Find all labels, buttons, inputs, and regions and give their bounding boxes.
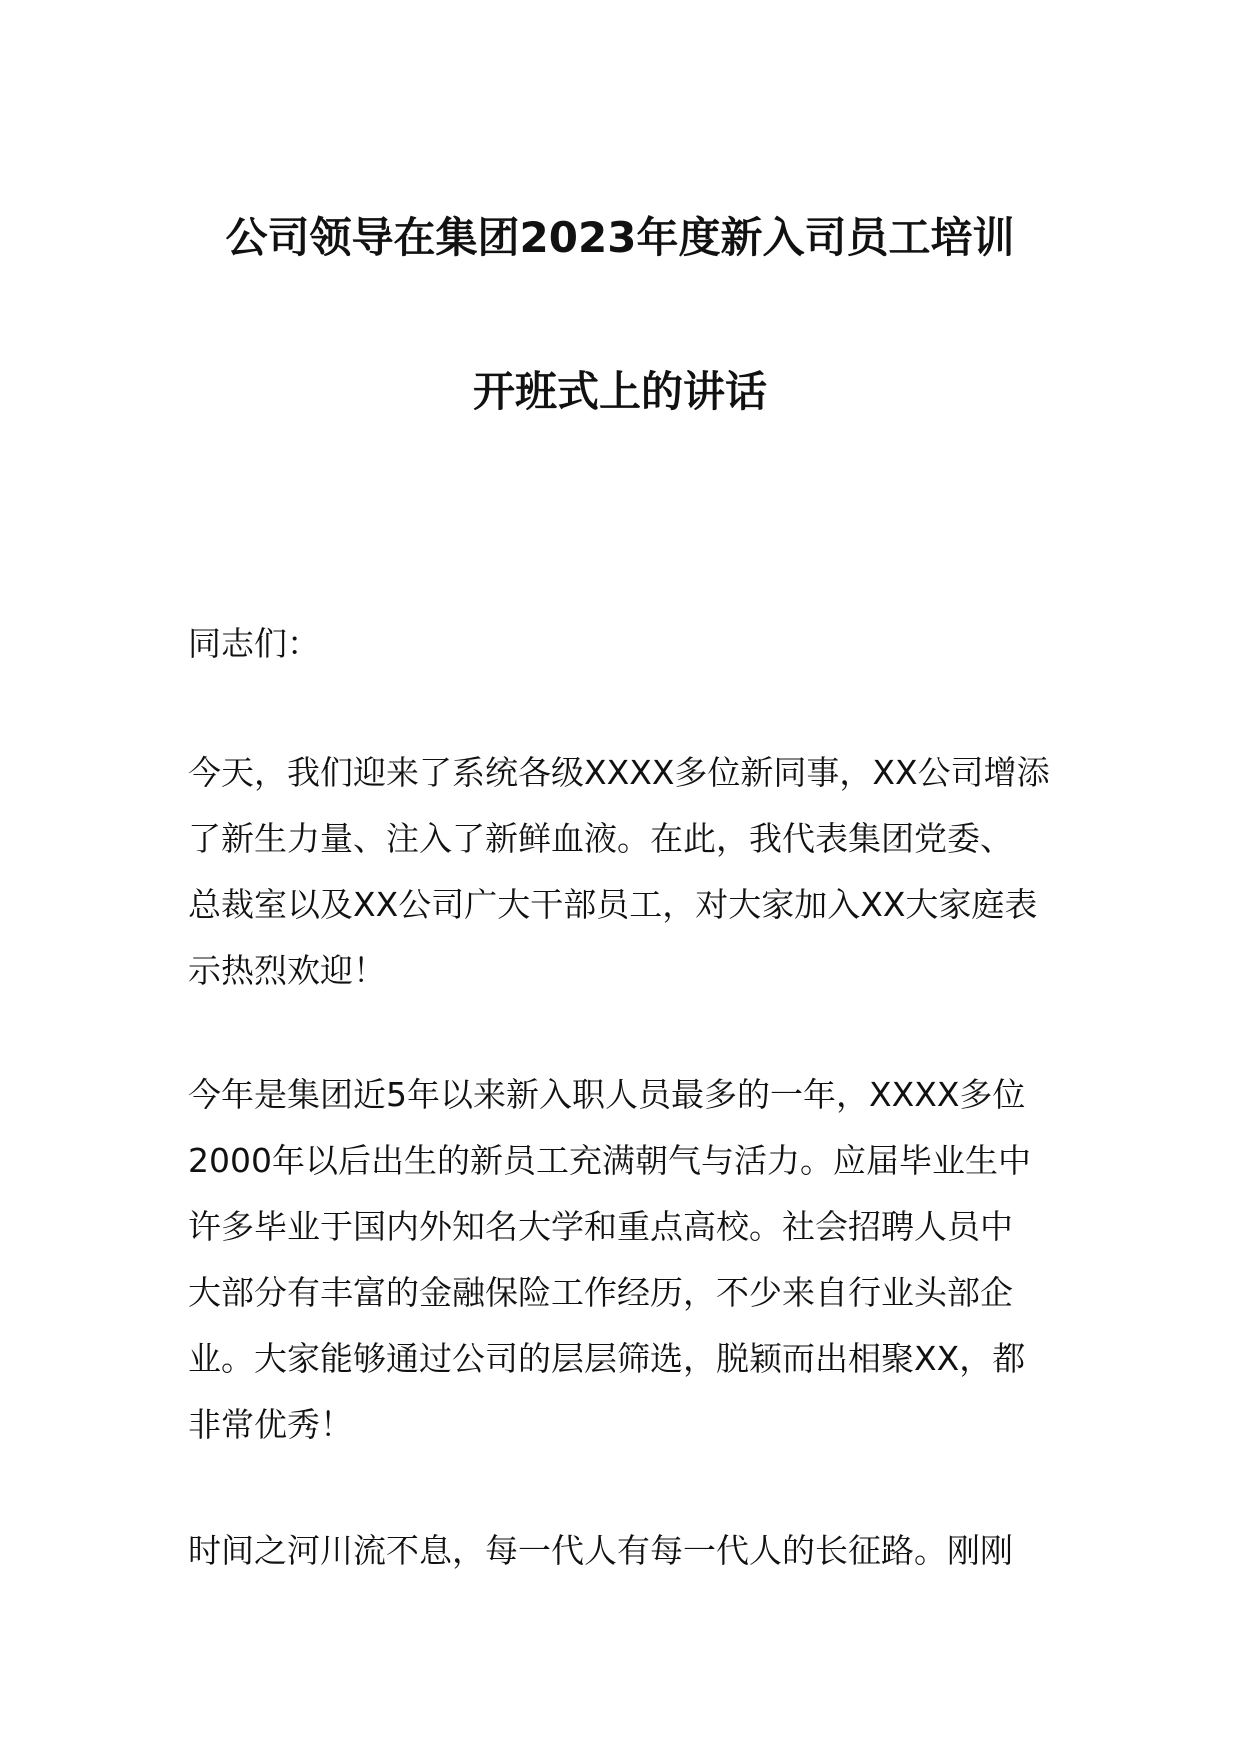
paragraph-line: 许多毕业于国内外知名大学和重点高校。社会招聘人员中 [188, 1207, 1013, 1246]
paragraph-line: 时间之河川流不息，每一代人有每一代人的长征路。刚刚 [188, 1531, 1013, 1570]
paragraph-line: 今天，我们迎来了系统各级XXXX多位新同事，XX公司增添 [188, 753, 1050, 792]
document-title-line-2: 开班式上的讲话 [472, 367, 767, 416]
paragraph-line: 示热烈欢迎！ [188, 951, 386, 990]
paragraph-line: 了新生力量、注入了新鲜血液。在此，我代表集团党委、 [188, 819, 1013, 858]
paragraph-line: 今年是集团近5年以来新入职人员最多的一年，XXXX多位 [188, 1075, 1026, 1114]
greeting: 同志们： [188, 624, 320, 663]
paragraph-3 [188, 1518, 1058, 1584]
paragraph-2 [188, 1062, 1058, 1458]
paragraph-line: 2000年以后出生的新员工充满朝气与活力。应届毕业生中 [188, 1141, 1031, 1180]
paragraph-line: 大部分有丰富的金融保险工作经历，不少来自行业头部企 [188, 1273, 1013, 1312]
paragraph-1 [188, 740, 1058, 1004]
paragraph-line: 非常优秀！ [188, 1405, 353, 1444]
paragraph-line: 业。大家能够通过公司的层层筛选，脱颖而出相聚XX，都 [188, 1339, 1026, 1378]
paragraph-line: 总裁室以及XX公司广大干部员工，对大家加入XX大家庭表 [188, 885, 1038, 924]
document-title-line-1: 公司领导在集团2023年度新入司员工培训 [225, 213, 1015, 262]
